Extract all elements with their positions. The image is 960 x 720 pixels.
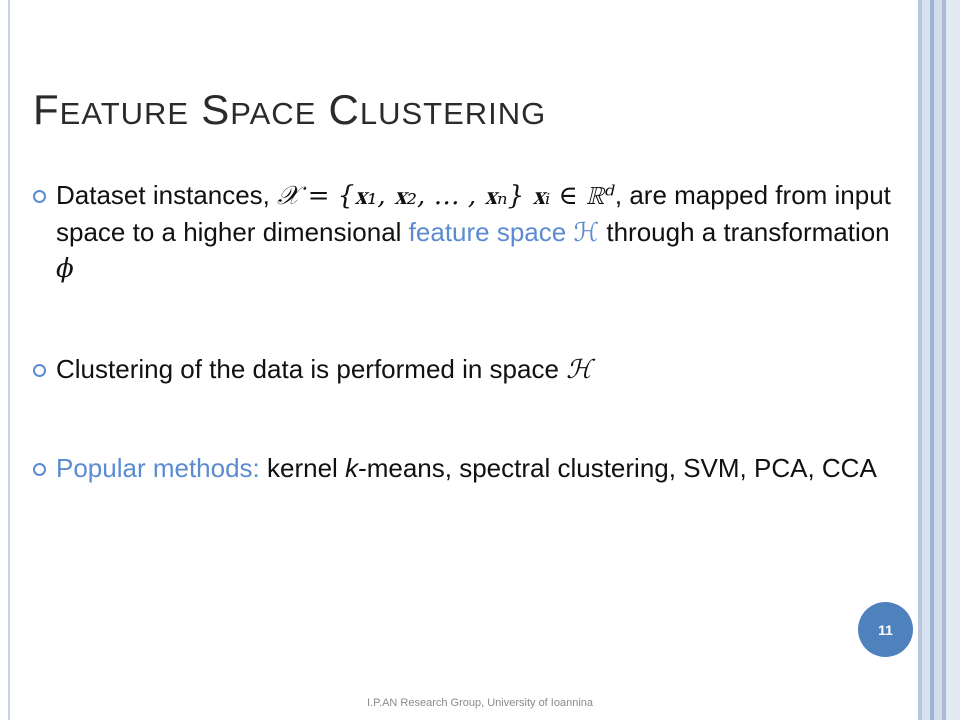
bullet-circle-icon — [33, 463, 46, 476]
feature-space-highlight: feature space ℋ — [408, 217, 600, 247]
footer: I.P.AN Research Group, University of Ioannina — [366, 697, 594, 709]
bullet-circle-icon — [33, 190, 46, 203]
transformation-symbol: ϕ — [56, 254, 74, 284]
space-symbol: ℋ — [566, 355, 592, 385]
bullet-list — [33, 177, 893, 486]
right-decorative-border — [916, 0, 960, 720]
bullet-methods: Popular methods: kernel k-means, spectral clustering, SVM, PCA, CCA — [33, 450, 893, 486]
left-border — [8, 0, 10, 720]
slide-title: FEATURE SPACE CLUSTERING — [33, 86, 547, 133]
dataset-formula: 𝒳 = {𝐱₁, 𝐱₂, … , 𝐱ₙ} 𝐱ᵢ ∈ ℝᵈ — [277, 181, 615, 211]
page-number-badge: 11 — [858, 602, 913, 657]
methods-label: Popular methods: — [56, 453, 260, 483]
bullet-clustering: Clustering of the data is performed in space ℋ — [33, 351, 893, 388]
bullet-circle-icon — [33, 364, 46, 377]
bullet-dataset: Dataset instances, 𝒳 = {𝐱₁, 𝐱₂, … , 𝐱ₙ} 𝐱ᵢ ∈ ℝᵈ, are mapped from input space to a higher dimensional feature space ℋ through a transformation ϕ — [33, 177, 893, 289]
